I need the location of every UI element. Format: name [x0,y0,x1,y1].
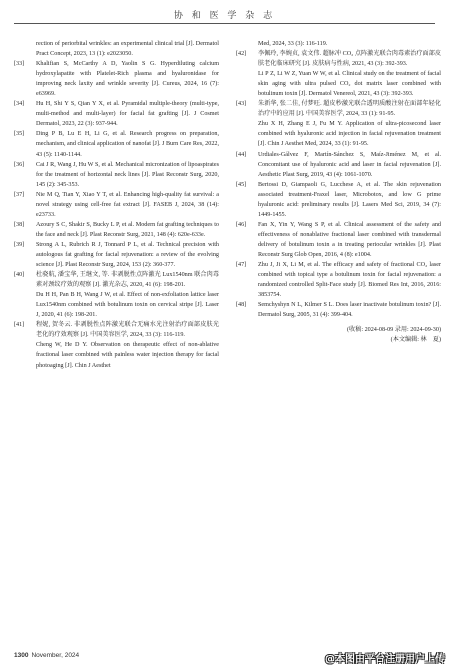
reference-entry [14,39,219,59]
reference-entry [14,160,219,190]
reference-number: [45] [236,181,247,188]
reference-text: Med, 2024, 33 (3): 116-119. [258,41,328,47]
reference-number: [43] [236,101,247,108]
reference-entry [14,270,219,290]
reference-text: 程妮, 贺冬云. 非剥脱性点阵激光联合无痛水光注射治疗面部皮肤光老化的疗效观察 [J]. 中国美容医学, 2024, 33 (3): 116-119. [36,322,219,339]
header-divider [14,23,435,24]
reference-number: [48] [236,302,247,309]
reference-text: 杜骁航, 潘宝华, 王继文, 等. 非剥脱性点阵激光 Lux1540nm 联合肉毒素对颈纹疗效的观察 [J]. 激光杂志, 2020, 41 (6): 198-201. [36,272,219,289]
reference-text: Azoury S C, Shakir S, Bucky L P, et al. Modern fat grafting techniques to the face and neck [J]. Plast Reconstr Surg, 2021, 148 (4): 620e-633e. [36,221,219,238]
reference-text: Li P Z, Li W Z, Yuan W W, et al. Clinical study on the treatment of facial skin aging with ultra pulsed CO₂ dot matrix laser combined with botulinum toxin [J]. Dermatol Venereol, 2021, 43 (3): 392-393. [258,71,441,98]
reference-entry [236,49,441,69]
reference-entry [14,290,219,320]
reference-text: Bertossi D, Giampaoli G, Lucchese A, et al. The skin rejuvenation associated treatment-Fraxel laser, Microbotox, and low G prime hyaluronic acid: preliminary results [J]. Lasers Med Sci, 2019, 34 (7): 1449-1455. [258,181,441,218]
reference-number: [37] [14,191,25,198]
reference-number: [40] [14,272,25,279]
reference-entry [236,300,441,320]
reference-entry [236,39,441,49]
reference-number: [46] [236,221,247,228]
reference-text: Zhu X H, Zhang E J, Fu M Y. Application of ultra-picosecond laser combined with hyaluronic acid injection in facial rejuvenation treatment [J]. Chin J Aesthet Med, 2024, 33 (1): 91-95. [258,121,441,148]
reference-entry [14,320,219,340]
reference-text: Du H H, Pan B H, Wang J W, et al. Effect of non-exfoliation lattice laser Lux1540nm combined with botulinum toxin on cervical stripe [J]. Laser J, 2020, 41 (6): 198-201. [36,292,219,319]
reference-text: Nie M Q, Tian Y, Xiao Y T, et al. Enhancing high-quality fat survival: a novel strategy using cell-free fat extract [J]. FASEB J, 2024, 38 (14): e23733. [36,191,219,218]
reference-number: [38] [14,221,25,228]
reference-text: rection of periorbital wrinkles: an experimental clinical trial [J]. Dermatol Pract Concept, 2023, 13 (1): e2023050. [36,41,219,58]
reference-column-right [236,39,441,345]
reference-entry [236,69,441,99]
reference-number: [41] [14,322,25,329]
reference-text: Cheng W, He D Y. Observation on therapeutic effect of non-ablative fractional laser combined with painless water injection therapy for facial photoaging [J]. Chin J Aesthet [36,342,219,369]
reference-text: Fan X, Yin Y, Wang S P, et al. Clinical assessment of the safety and effectiveness of nonablative fractional laser combined with transdermal delivery of botulinum toxin a in treating periocular wrinkles [J]. Plast Reconstr Surg Glob Open, 2016, 4 (8): e1004. [258,221,441,258]
reference-number: [34] [14,101,25,108]
reference-number: [36] [14,161,25,168]
reference-text: Hu H, Shi Y S, Qian Y X, et al. Pyramidal multiple-theory (multi-type, multi-method and multi-layer) for facial fat grafting [J]. J Cosmet Dermatol, 2023, 22 (3): 937-944. [36,101,219,128]
reference-entry [14,59,219,99]
reference-entry [14,340,219,370]
reference-list-right [236,39,441,320]
upload-watermark: @本图由平台注册用户上传 [325,654,445,665]
reference-entry [236,220,441,260]
reference-number: [42] [236,51,247,58]
reference-text: Cai J R, Wang J, Hu W S, et al. Mechanical micronization of lipoaspirates for the treatment of horizontal neck lines [J]. Plast Reconstr Surg, 2020, 145 (2): 345-353. [36,161,219,188]
reference-number: [33] [14,61,25,68]
reference-entry [236,119,441,149]
reference-text: Urdiales-Gálvez F, Martín-Sánchez S, Maíz-Jiménez M, et al. Concomitant use of hyaluronic acid and laser in facial rejuvenation [J]. Aesthetic Plast Surg, 2019, 43 (4): 1061-1070. [258,151,441,178]
reference-entry [14,99,219,129]
reference-number: [35] [14,131,25,138]
reference-entry [236,99,441,119]
issue-date: November, 2024 [31,652,80,659]
received-accepted-dates: (收稿: 2024-08-09 录用: 2024-09-30) [347,327,441,334]
page-footer [14,652,79,659]
reference-text: 朱新华, 张二佳, 付梦旺. 超皮秒激光联合透明质酸注射在面部年轻化治疗中的应用 [J]. 中国美容医学, 2024, 33 (1): 91-95. [258,101,441,118]
page-number: 1300 [14,652,29,659]
reference-entry [14,240,219,270]
reference-entry [236,150,441,180]
reference-column-left [14,39,219,371]
reference-number: [39] [14,241,25,248]
reference-entry [14,220,219,240]
reference-text: Ding P B, Lu E H, Li G, et al. Research progress on preparation, mechanism, and clinical application of nanofat [J]. J Burn Care Res, 2022, 43 (5): 1140-1144. [36,131,219,158]
editor-note: (本文编辑: 林 夏) [390,337,441,344]
journal-header: 协 和 医 学 杂 志 [173,11,276,21]
reference-entry [236,180,441,220]
reference-number: [47] [236,262,247,269]
reference-text: Semchyshyn N L, Kilmer S L. Does laser inactivate botulinum toxin? [J]. Dermatol Surg, 2005, 31 (4): 399-404. [258,302,441,319]
reference-text: 李佩玲, 李婉贞, 袁文伟. 超脉冲 CO₂ 点阵激光联合肉毒素治疗面部皮肤老化临床研究 [J]. 皮肤病与性病, 2021, 43 (3): 392-393. [258,51,441,68]
reference-text: Khalifian S, McCarthy A D, Yaolin S G. Hyperdiluting calcium hydroxylapatite with Platelet-Rich plasma and hyaluronidase for improving neck laxity and wrinkle severity [J]. Cureus, 2024, 16 (7): e63969. [36,61,219,98]
reference-text: Strong A L, Rubrich R J, Tonnard P L, et al. Technical precision with autologous fat grafting for facial rejuvenation: a review of the evolving science [J]. Plast Reconstr Surg, 2024, 153 (2): 360-377. [36,241,219,269]
reference-text: Zhu J, Ji X, Li M, et al. The efficacy and safety of fractional CO₂ laser combined with topical type a botulinum toxin for facial rejuvenation: a randomized controlled Split-Face study [J]. Biomed Res Int, 2016, 2016: 3853754. [258,262,441,299]
reference-entry [14,129,219,159]
reference-number: [44] [236,151,247,158]
reference-entry [236,260,441,300]
reference-entry [14,190,219,220]
